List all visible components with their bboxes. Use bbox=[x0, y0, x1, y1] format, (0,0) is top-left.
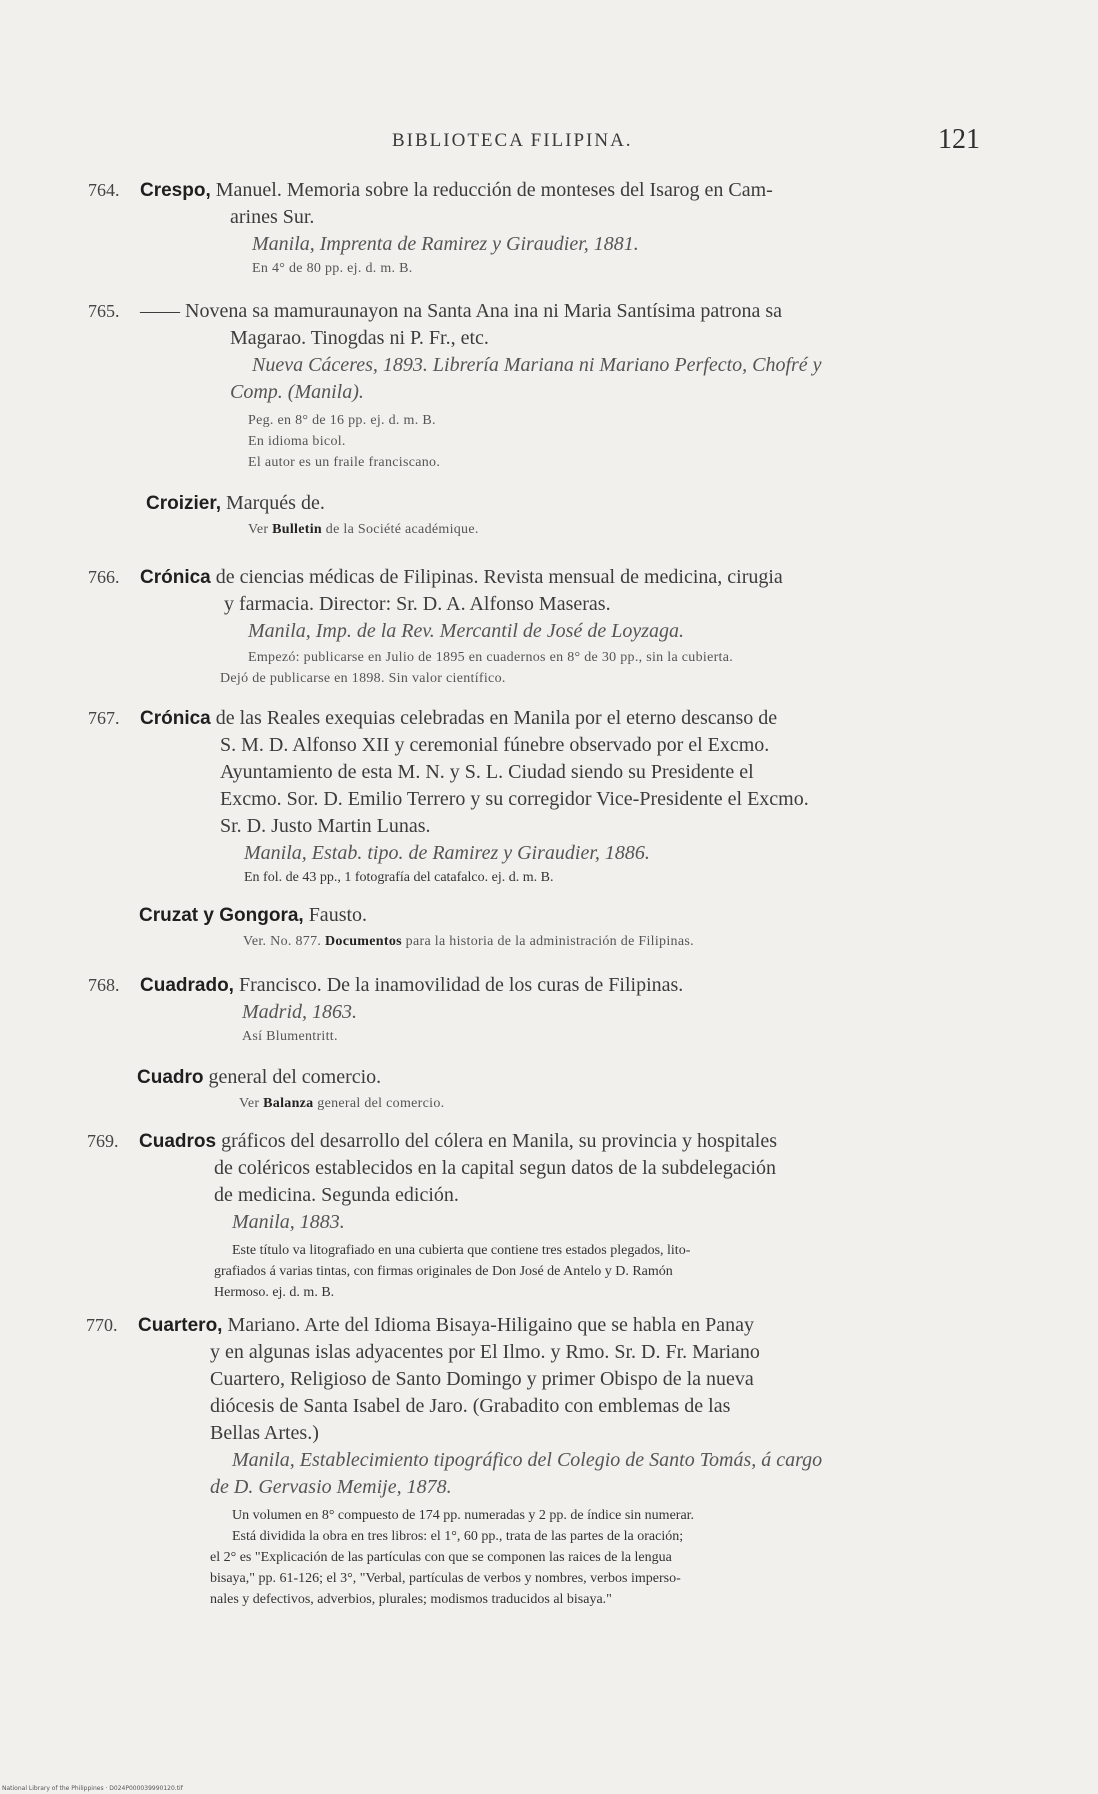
entry-note: Un volumen en 8° compuesto de 174 pp. numeradas y 2 pp. de índice sin numerar. bbox=[232, 1508, 695, 1523]
entry-imprint: Manila, Establecimiento tipográfico del Colegio de Santo Tomás, á cargo bbox=[232, 1449, 823, 1471]
note-text: Ver bbox=[248, 522, 273, 537]
entry-title-line: Fausto. bbox=[308, 904, 368, 926]
entry-imprint: Nueva Cáceres, 1893. Librería Mariana ni Mariano Perfecto, Chofré y bbox=[252, 354, 822, 376]
entry-author: Cruzat y Gongora, bbox=[139, 905, 304, 926]
entry-imprint: Madrid, 1863. bbox=[242, 1001, 357, 1023]
entry-note: grafiados á varias tintas, con firmas originales de Don José de Antelo y D. Ramón bbox=[214, 1264, 673, 1279]
entry-author: Cuartero, bbox=[138, 1315, 223, 1336]
entry-title-line: y en algunas islas adyacentes por El Ilmo. y Rmo. Sr. D. Fr. Mariano bbox=[210, 1341, 760, 1363]
entry-title-line: gráficos del desarrollo del cólera en Manila, su provincia y hospitales bbox=[221, 1130, 778, 1152]
entry-cuadro bbox=[137, 1064, 1022, 1114]
entry-title-line: Excmo. Sor. D. Emilio Terrero y su corregidor Vice-Presidente el Excmo. bbox=[220, 788, 809, 810]
cross-reference: Documentos bbox=[324, 934, 402, 949]
entry-author: Cuadrado, bbox=[140, 975, 234, 996]
note-text: Ver bbox=[239, 1096, 264, 1111]
entry-title-line: Ayuntamiento de esta M. N. y S. L. Ciudad siendo su Presidente el bbox=[220, 761, 754, 783]
entry-title-line: de las Reales exequias celebradas en Manila por el eterno descanso de bbox=[215, 707, 778, 729]
entry-note: El autor es un fraile franciscano. bbox=[248, 455, 441, 470]
entry-note: Está dividida la obra en tres libros: el 1°, 60 pp., trata de las partes de la oración; bbox=[232, 1529, 684, 1544]
entry-number: 765. bbox=[88, 301, 120, 321]
entry-author: Crónica bbox=[140, 708, 211, 729]
entry-title-line: arines Sur. bbox=[230, 206, 315, 228]
entry-766 bbox=[88, 564, 973, 689]
entry-imprint: Manila, Imp. de la Rev. Mercantil de José de Loyzaga. bbox=[248, 620, 684, 642]
entry-note: Así Blumentritt. bbox=[242, 1029, 338, 1044]
entry-note: En idioma bicol. bbox=[248, 434, 346, 449]
entry-imprint: Manila, Imprenta de Ramirez y Giraudier, 1881. bbox=[252, 233, 639, 255]
entry-imprint: de D. Gervasio Memije, 1878. bbox=[210, 1476, 452, 1498]
entry-title-line: Bellas Artes.) bbox=[210, 1422, 319, 1444]
entry-number: 767. bbox=[88, 708, 120, 728]
entry-note: el 2° es "Explicación de las partículas con que se componen las raices de la lengua bbox=[210, 1550, 672, 1565]
entry-title-line: Francisco. De la inamovilidad de los curas de Filipinas. bbox=[238, 974, 684, 996]
scan-footer: National Library of the Philippines · D024P000039990120.tif bbox=[2, 1785, 183, 1792]
entry-note: Este título va litografiado en una cubierta que contiene tres estados plegados, lito- bbox=[232, 1243, 691, 1258]
page-header bbox=[130, 124, 980, 160]
entry-note: En 4° de 80 pp. ej. d. m. B. bbox=[252, 261, 413, 276]
entry-author: Cuadros bbox=[139, 1131, 217, 1152]
entry-note: Hermoso. ej. d. m. B. bbox=[214, 1285, 335, 1300]
entry-author: Crespo, bbox=[140, 180, 211, 201]
entry-770 bbox=[86, 1312, 971, 1610]
entry-768 bbox=[88, 972, 973, 1047]
entry-title-line: general del comercio. bbox=[208, 1066, 382, 1088]
entry-note: En fol. de 43 pp., 1 fotografía del catafalco. ej. d. m. B. bbox=[244, 870, 554, 885]
entry-title-line: diócesis de Santa Isabel de Jaro. (Grabadito con emblemas de las bbox=[210, 1395, 731, 1417]
entry-765 bbox=[88, 298, 973, 473]
note-text: de la Société académique. bbox=[322, 522, 479, 537]
entry-764 bbox=[88, 177, 973, 279]
entry-croizier bbox=[146, 490, 1031, 540]
entry-number: 764. bbox=[88, 180, 120, 200]
entry-title-line: —— Novena sa mamuraunayon na Santa Ana ina ni Maria Santísima patrona sa bbox=[140, 300, 783, 322]
entry-note: nales y defectivos, adverbios, plurales; modismos traducidos al bisaya." bbox=[210, 1592, 612, 1607]
entry-author: Cuadro bbox=[137, 1067, 204, 1088]
note-text: Ver. No. 877. bbox=[243, 934, 325, 949]
entry-number: 766. bbox=[88, 567, 120, 587]
entry-title-line: Marqués de. bbox=[225, 492, 325, 514]
entry-title-line: de medicina. Segunda edición. bbox=[214, 1184, 459, 1206]
entry-title-line: Magarao. Tinogdas ni P. Fr., etc. bbox=[230, 327, 489, 349]
entry-769 bbox=[87, 1128, 972, 1303]
entry-number: 770. bbox=[86, 1315, 118, 1335]
entry-title-line: Manuel. Memoria sobre la reducción de monteses del Isarog en Cam- bbox=[215, 179, 773, 201]
entry-title-line: de ciencias médicas de Filipinas. Revista mensual de medicina, cirugia bbox=[215, 566, 783, 588]
entry-title-line: Sr. D. Justo Martin Lunas. bbox=[220, 815, 431, 837]
cross-reference: Balanza bbox=[263, 1096, 314, 1111]
entry-imprint: Manila, Estab. tipo. de Ramirez y Giraudier, 1886. bbox=[244, 842, 650, 864]
entry-767 bbox=[88, 705, 973, 888]
entry-note bbox=[137, 1093, 1022, 1114]
entry-title-line: y farmacia. Director: Sr. D. A. Alfonso Maseras. bbox=[224, 593, 611, 615]
entry-number: 769. bbox=[87, 1131, 119, 1151]
running-head: BIBLIOTECA FILIPINA. bbox=[392, 130, 633, 151]
entry-imprint: Comp. (Manila). bbox=[230, 381, 364, 403]
entry-note: Peg. en 8° de 16 pp. ej. d. m. B. bbox=[248, 413, 436, 428]
entry-author: Croizier, bbox=[146, 493, 221, 514]
entry-note bbox=[139, 931, 1024, 952]
entry-cruzat bbox=[139, 902, 1024, 952]
entry-author: Crónica bbox=[140, 567, 211, 588]
page-number: 121 bbox=[938, 124, 980, 155]
cross-reference: Bulletin bbox=[272, 522, 322, 537]
entry-title-line: Mariano. Arte del Idioma Bisaya-Hiligaino que se habla en Panay bbox=[227, 1314, 754, 1336]
entry-imprint: Manila, 1883. bbox=[232, 1211, 345, 1233]
entry-title-line: de coléricos establecidos en la capital segun datos de la subdelegación bbox=[214, 1157, 777, 1179]
note-text: para la historia de la administración de Filipinas. bbox=[401, 934, 694, 949]
note-text: general del comercio. bbox=[313, 1096, 445, 1111]
entry-note: Empezó: publicarse en Julio de 1895 en cuadernos en 8° de 30 pp., sin la cubierta. bbox=[248, 650, 734, 665]
entry-note bbox=[146, 519, 1031, 540]
entry-note: Dejó de publicarse en 1898. Sin valor científico. bbox=[220, 671, 506, 686]
entry-title-line: Cuartero, Religioso de Santo Domingo y primer Obispo de la nueva bbox=[210, 1368, 754, 1390]
entry-title-line: S. M. D. Alfonso XII y ceremonial fúnebre observado por el Excmo. bbox=[220, 734, 770, 756]
entry-note: bisaya," pp. 61-126; el 3°, "Verbal, partículas de verbos y nombres, verbos imperso- bbox=[210, 1571, 681, 1586]
entry-number: 768. bbox=[88, 975, 120, 995]
